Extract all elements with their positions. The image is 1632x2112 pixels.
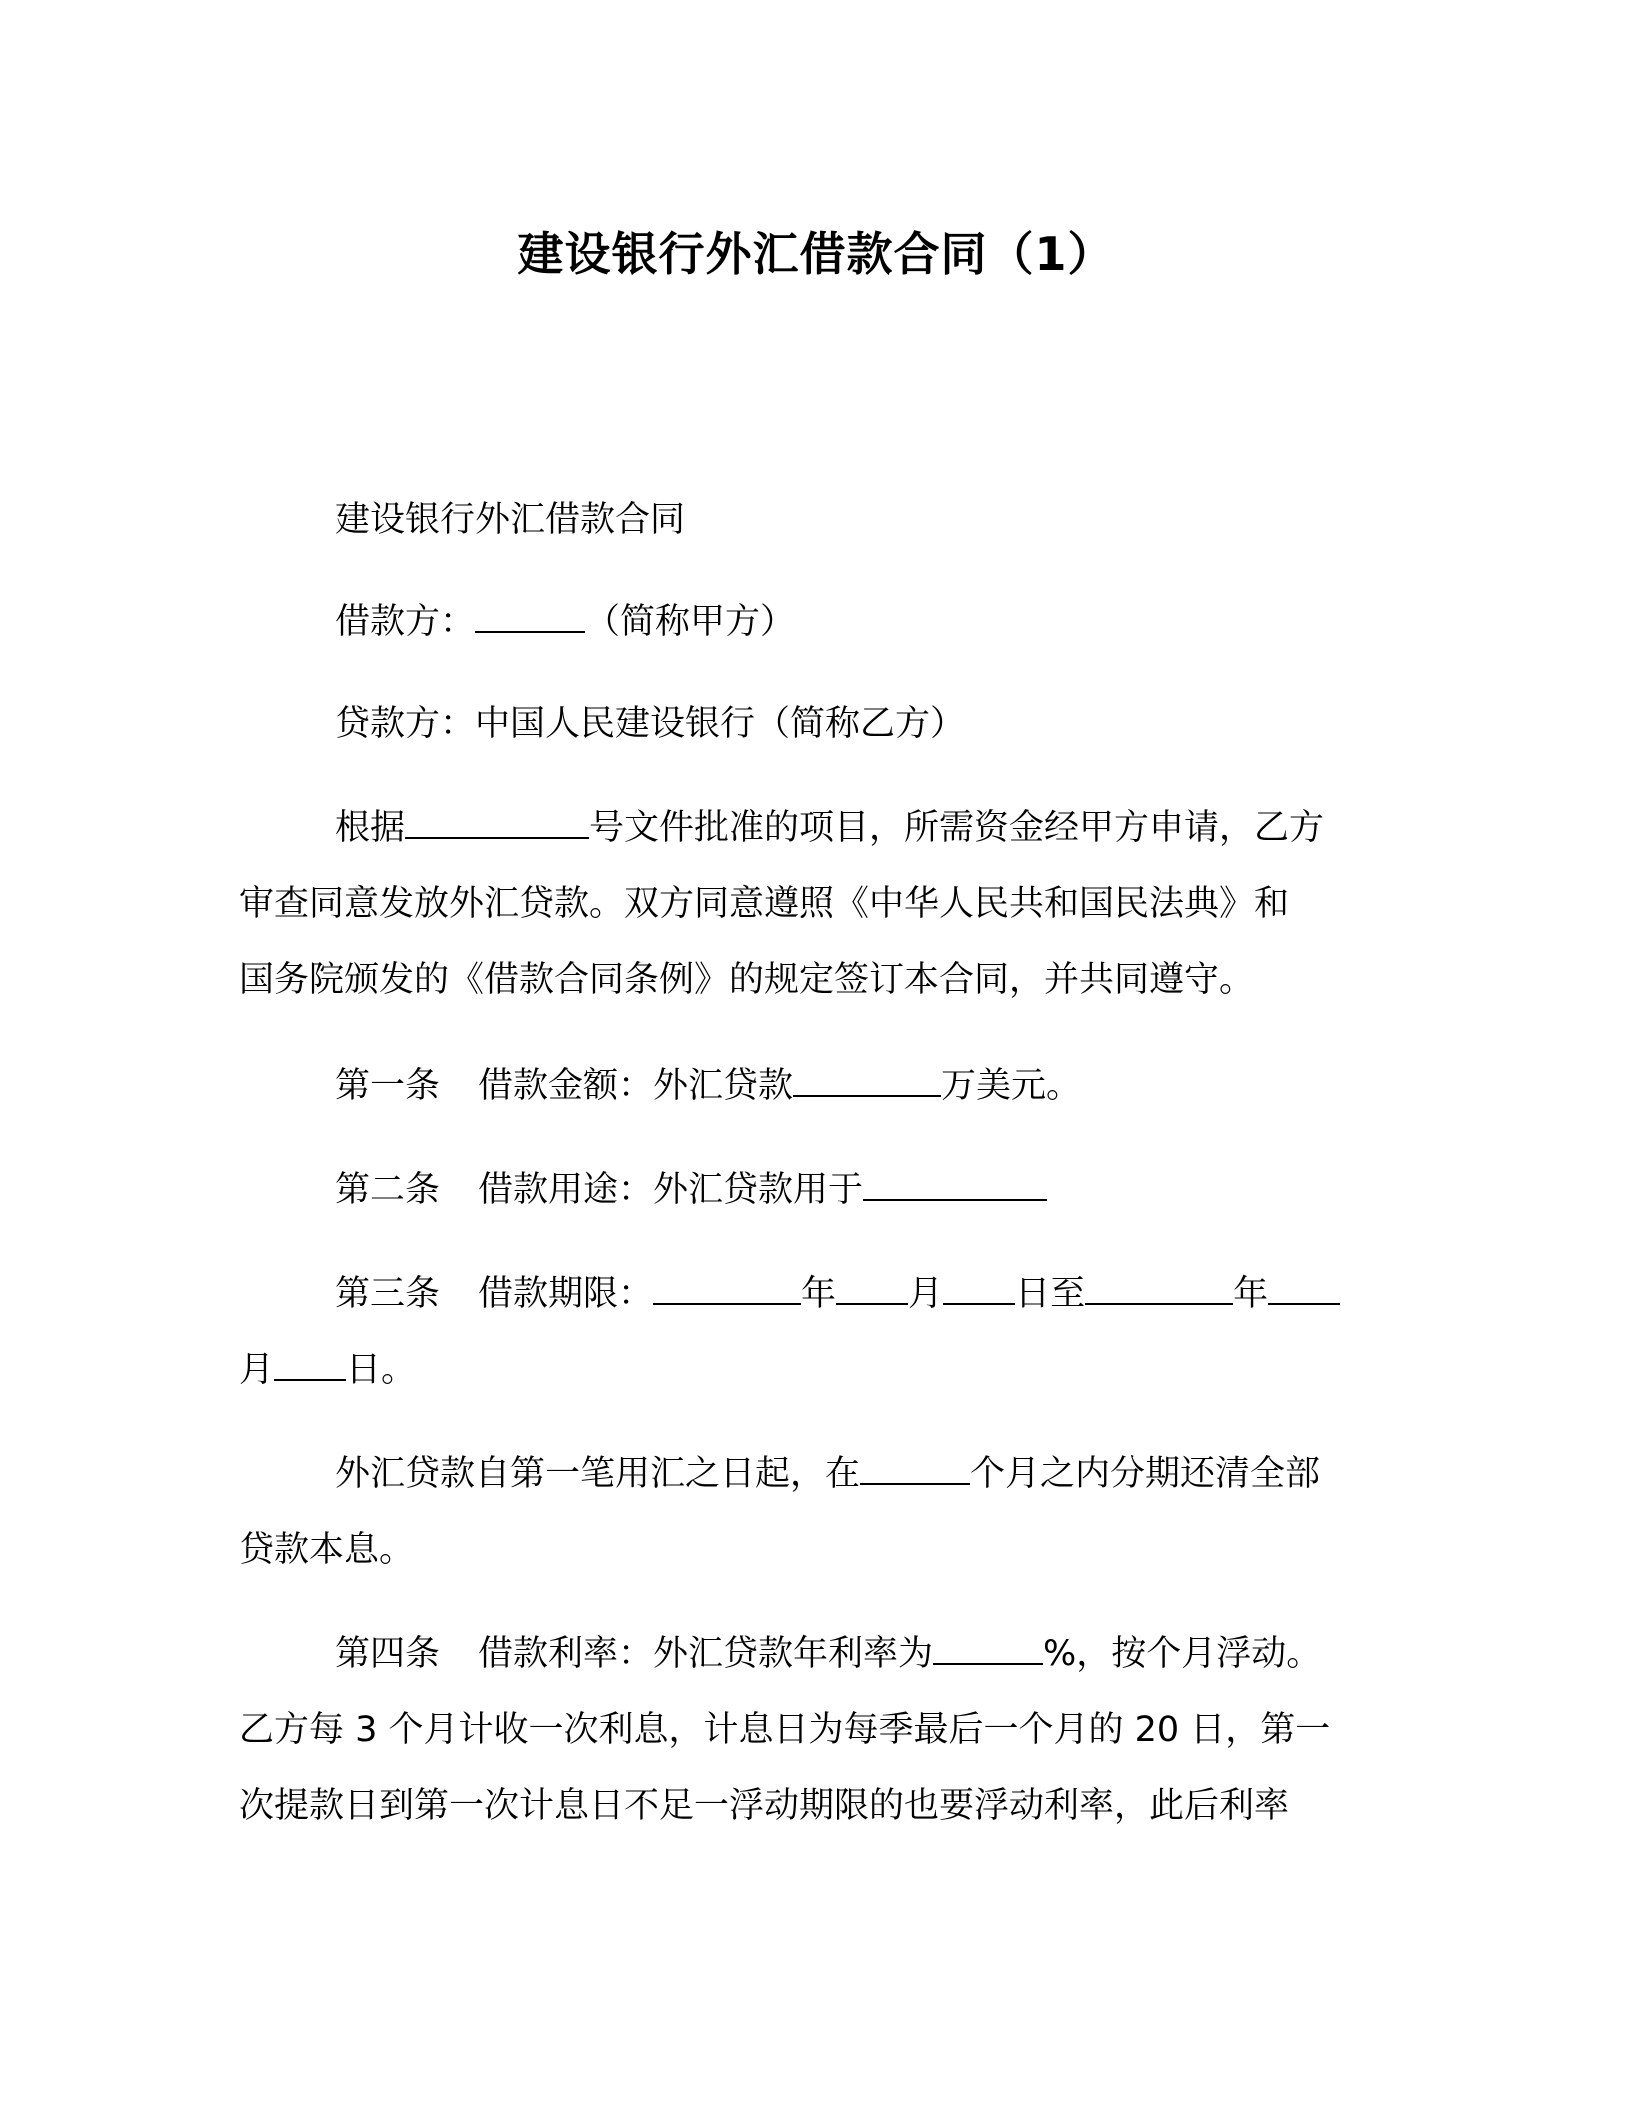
end-day-blank[interactable]: [274, 1349, 346, 1381]
repayment-months-blank[interactable]: [860, 1453, 970, 1485]
lender-line: [239, 686, 1379, 762]
document-number-blank[interactable]: [405, 807, 589, 839]
interest-rate-blank[interactable]: [933, 1633, 1043, 1665]
article-4-heading: 第四条: [335, 1634, 441, 1674]
article-2-heading: 第二条: [335, 1170, 441, 1210]
document-title: 建设银行外汇借款合同（1）: [517, 227, 1115, 281]
article-2: 第二条 借款用途：外汇贷款用于: [239, 1152, 1379, 1228]
start-year-blank[interactable]: [653, 1273, 801, 1305]
start-month-blank[interactable]: [836, 1273, 908, 1305]
borrower-label: 借款方：: [335, 602, 476, 642]
contract-subtitle: [239, 482, 1379, 558]
borrower-suffix: （简称甲方）: [585, 602, 796, 642]
article-1-heading: 第一条: [335, 1066, 441, 1106]
preamble-paragraph: 根据 号文件批准的项目，所需资金经甲方申请，乙方 审查同意发放外汇贷款。双方同意遵照《中华人民共和国民法典》和 国务院颁发的《借款合同条例》的规定签订本合同，并共同遵守。: [239, 808, 1325, 1000]
end-month-blank[interactable]: [1268, 1273, 1340, 1305]
loan-amount-blank[interactable]: [793, 1065, 941, 1097]
article-3: 第三条 借款期限： 年 月 日至 年 月 日。: [239, 1256, 1379, 1408]
borrower-line: [239, 584, 1379, 660]
subtitle-text: 建设银行外汇借款合同: [335, 500, 686, 540]
loan-purpose-blank[interactable]: [863, 1169, 1047, 1201]
article-4: 第四条 借款利率：外汇贷款年利率为 %，按个月浮动。 乙方每 3 个月计收一次利息，计息日为每季最后一个月的 20 日，第一 次提款日到第一次计息日不足一浮动期限的也要浮动利率，此后利率: [239, 1634, 1331, 1826]
end-year-blank[interactable]: [1085, 1273, 1233, 1305]
start-day-blank[interactable]: [943, 1273, 1015, 1305]
article-3-heading: 第三条: [335, 1274, 441, 1314]
borrower-blank[interactable]: [475, 601, 585, 633]
article-1: 第一条 借款金额：外汇贷款 万美元。: [335, 1066, 1082, 1106]
repayment-paragraph: 外汇贷款自第一笔用汇之日起，在 个月之内分期还清全部 贷款本息。: [239, 1454, 1321, 1570]
lender-text: 贷款方：中国人民建设银行（简称乙方）: [335, 704, 966, 744]
